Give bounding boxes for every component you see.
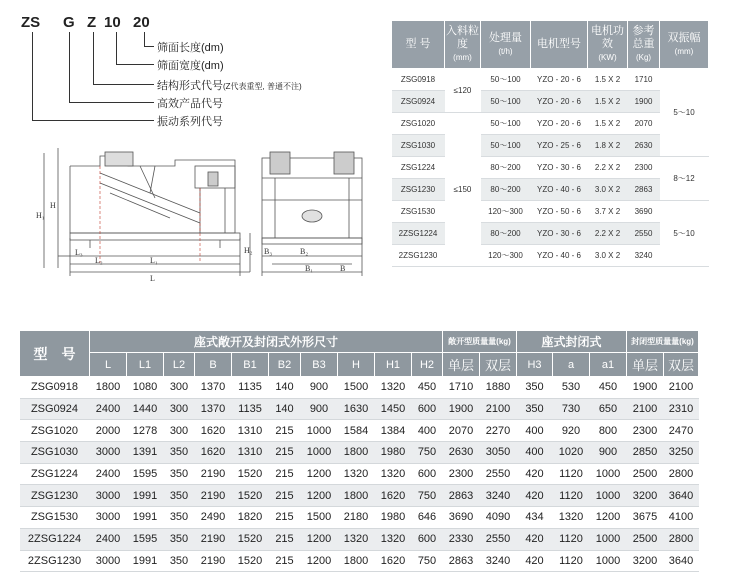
value-cell: 3250: [664, 442, 699, 464]
legend-width: 筛面宽度(dm): [157, 60, 224, 72]
dim-label-b2: B₂: [300, 247, 309, 256]
value-cell: 2330: [443, 528, 480, 550]
legend-length: 筛面长度(dm): [157, 42, 224, 54]
model-cell: 2ZSG1224: [20, 528, 90, 550]
value-cell: 400: [517, 442, 553, 464]
dimension-table: [19, 330, 699, 572]
code-series: ZS: [21, 14, 41, 31]
value-cell: 3000: [90, 507, 127, 529]
table-row: [20, 463, 699, 485]
value-cell: 1820: [232, 507, 269, 529]
value-cell: 420: [517, 485, 553, 507]
value-cell: 300: [164, 420, 195, 442]
value-cell: 900: [301, 377, 338, 399]
value-cell: 2400: [90, 528, 127, 550]
value-cell: 3640: [664, 550, 699, 572]
value-cell: 2270: [480, 420, 517, 442]
value-cell: 3690: [443, 507, 480, 529]
value-cell: 2550: [480, 463, 517, 485]
value-cell: 420: [517, 463, 553, 485]
value-cell: 1120: [553, 485, 590, 507]
value-cell: 3050: [480, 442, 517, 464]
value-cell: 1370: [195, 377, 232, 399]
value-cell: 920: [553, 420, 590, 442]
value-cell: 215: [269, 420, 301, 442]
value-cell: 1020: [553, 442, 590, 464]
dim-label-h2: H₂: [244, 246, 253, 255]
value-cell: 600: [412, 528, 443, 550]
value-cell: 1800: [90, 377, 127, 399]
spec-header-capacity: 处理量 (t/h): [481, 21, 531, 69]
value-cell: 1080: [127, 377, 164, 399]
table-row: [20, 507, 699, 529]
value-cell: 350: [164, 528, 195, 550]
table-row: ZSG1230 80～200 YZO - 40 - 6 3.0 X 2 2863: [392, 179, 709, 201]
value-cell: 1620: [195, 442, 232, 464]
dim-label-h: H: [50, 201, 56, 210]
spec-header-motor: 电机型号: [531, 21, 588, 69]
value-cell: 1310: [232, 442, 269, 464]
feed-size-group: ≤150: [445, 113, 481, 267]
legend-structure: 结构形式代号(Z代表重型, 普通不注): [157, 80, 302, 92]
value-cell: 2400: [90, 463, 127, 485]
model-cell: ZSG1530: [20, 507, 90, 529]
table-row: ZSG1020 ≤150 50～100 YZO - 20 - 6 1.5 X 2 2070: [392, 113, 709, 135]
front-view-drawing: [262, 152, 362, 276]
value-cell: 3640: [664, 485, 699, 507]
spec-header-amplitude: 双振幅 (mm): [660, 21, 709, 69]
value-cell: 1520: [232, 550, 269, 572]
value-cell: 1200: [301, 550, 338, 572]
value-cell: 215: [269, 550, 301, 572]
value-cell: 400: [412, 420, 443, 442]
code-width: 10: [104, 14, 121, 31]
value-cell: 3200: [627, 550, 664, 572]
model-cell: ZSG1230: [20, 485, 90, 507]
value-cell: 3240: [480, 550, 517, 572]
value-cell: 730: [553, 398, 590, 420]
value-cell: 2190: [195, 528, 232, 550]
value-cell: 1000: [590, 463, 627, 485]
value-cell: 1000: [590, 485, 627, 507]
value-cell: 215: [269, 528, 301, 550]
dim-label-b: B: [340, 264, 346, 273]
value-cell: 3000: [90, 485, 127, 507]
dim-label-l2: L₂: [95, 256, 103, 265]
col-header: B3: [301, 353, 338, 377]
value-cell: 1320: [338, 463, 375, 485]
value-cell: 750: [412, 485, 443, 507]
value-cell: 2850: [627, 442, 664, 464]
model-cell: ZSG0924: [20, 398, 90, 420]
value-cell: 1595: [127, 528, 164, 550]
value-cell: 600: [412, 463, 443, 485]
value-cell: 1135: [232, 377, 269, 399]
value-cell: 1391: [127, 442, 164, 464]
spec-header-power: 电机功效 (KW): [588, 21, 628, 69]
code-efficiency: G: [63, 14, 75, 31]
value-cell: 450: [412, 377, 443, 399]
spec-header-model: 型 号: [392, 21, 445, 69]
dim-header-closed-mass: 封闭型质量量(kg): [627, 331, 699, 353]
value-cell: 2190: [195, 463, 232, 485]
value-cell: 300: [164, 377, 195, 399]
value-cell: 1880: [480, 377, 517, 399]
value-cell: 2550: [480, 528, 517, 550]
value-cell: 3000: [90, 442, 127, 464]
table-row: [20, 420, 699, 442]
value-cell: 140: [269, 377, 301, 399]
col-header: B2: [269, 353, 301, 377]
value-cell: 1320: [338, 528, 375, 550]
value-cell: 350: [517, 398, 553, 420]
technical-drawings: [0, 138, 385, 298]
dim-header-model: 型 号: [20, 331, 90, 377]
dim-header-closed: 座式封闭式: [517, 331, 627, 353]
amplitude-group: 5～10: [660, 69, 709, 157]
col-header: 双层: [664, 353, 699, 377]
col-header: 双层: [480, 353, 517, 377]
col-header: H1: [375, 353, 412, 377]
value-cell: 1320: [375, 377, 412, 399]
dim-label-l: L: [150, 274, 155, 283]
table-row: [20, 398, 699, 420]
value-cell: 215: [269, 485, 301, 507]
value-cell: 1200: [301, 463, 338, 485]
value-cell: 2070: [443, 420, 480, 442]
value-cell: 2180: [338, 507, 375, 529]
dim-label-h1: H₁: [36, 211, 45, 220]
dim-label-b1: B₁: [305, 264, 314, 273]
value-cell: 530: [553, 377, 590, 399]
value-cell: 2630: [443, 442, 480, 464]
amplitude-group: 5～10: [660, 201, 709, 267]
value-cell: 350: [164, 550, 195, 572]
dim-header-open-closed: 座式敞开及封闭式外形尺寸: [90, 331, 443, 353]
table-row: [20, 377, 699, 399]
value-cell: 3240: [480, 485, 517, 507]
value-cell: 3675: [627, 507, 664, 529]
table-row: [20, 528, 699, 550]
value-cell: 1900: [443, 398, 480, 420]
value-cell: 1630: [338, 398, 375, 420]
value-cell: 1278: [127, 420, 164, 442]
value-cell: 1800: [338, 442, 375, 464]
code-structure: Z: [87, 14, 97, 31]
value-cell: 2300: [443, 463, 480, 485]
value-cell: 2863: [443, 550, 480, 572]
value-cell: 2100: [664, 377, 699, 399]
value-cell: 350: [164, 463, 195, 485]
spec-header-weight: 参考总重 (Kg): [628, 21, 660, 69]
table-row: ZSG1530 120～300 YZO - 50 - 6 3.7 X 2 3690 5～10: [392, 201, 709, 223]
model-code-legend: [18, 12, 368, 140]
value-cell: 2100: [480, 398, 517, 420]
value-cell: 2100: [627, 398, 664, 420]
model-cell: ZSG1020: [20, 420, 90, 442]
value-cell: 1620: [375, 485, 412, 507]
table-row: [20, 485, 699, 507]
value-cell: 350: [517, 377, 553, 399]
col-header: H2: [412, 353, 443, 377]
col-header: 单层: [627, 353, 664, 377]
spec-table: [391, 20, 709, 267]
value-cell: 350: [164, 442, 195, 464]
value-cell: 2190: [195, 485, 232, 507]
value-cell: 1000: [301, 442, 338, 464]
code-length: 20: [133, 14, 150, 31]
dim-label-l1: L₁: [150, 256, 158, 265]
value-cell: 800: [590, 420, 627, 442]
value-cell: 3200: [627, 485, 664, 507]
value-cell: 2800: [664, 528, 699, 550]
legend-efficiency: 高效产品代号: [157, 98, 223, 110]
value-cell: 1980: [375, 507, 412, 529]
value-cell: 1450: [375, 398, 412, 420]
model-cell: ZSG1224: [20, 463, 90, 485]
value-cell: 1200: [590, 507, 627, 529]
value-cell: 1120: [553, 463, 590, 485]
col-header: a1: [590, 353, 627, 377]
value-cell: 1320: [375, 528, 412, 550]
dim-header-open-mass: 敞开型质量量(kg): [443, 331, 517, 353]
value-cell: 1620: [195, 420, 232, 442]
value-cell: 1135: [232, 398, 269, 420]
value-cell: 1520: [232, 463, 269, 485]
value-cell: 2300: [627, 420, 664, 442]
value-cell: 420: [517, 550, 553, 572]
value-cell: 1980: [375, 442, 412, 464]
dim-label-l3: L₃: [75, 248, 83, 257]
value-cell: 2400: [90, 398, 127, 420]
value-cell: 1200: [301, 485, 338, 507]
value-cell: 1520: [232, 485, 269, 507]
value-cell: 1440: [127, 398, 164, 420]
value-cell: 1000: [301, 420, 338, 442]
spec-header-feed: 入料粒度 (mm): [445, 21, 481, 69]
value-cell: 140: [269, 398, 301, 420]
col-header: L2: [164, 353, 195, 377]
value-cell: 2310: [664, 398, 699, 420]
table-row: ZSG0918 ≤120 50～100 YZO - 20 - 6 1.5 X 2 1710 5～10: [392, 69, 709, 91]
value-cell: 1000: [590, 550, 627, 572]
value-cell: 750: [412, 442, 443, 464]
value-cell: 1595: [127, 463, 164, 485]
value-cell: 2500: [627, 463, 664, 485]
dim-label-b3: B₃: [264, 247, 273, 256]
value-cell: 215: [269, 442, 301, 464]
value-cell: 1120: [553, 550, 590, 572]
value-cell: 215: [269, 507, 301, 529]
value-cell: 1710: [443, 377, 480, 399]
table-row: [20, 550, 699, 572]
table-row: ZSG0924 50～100 YZO - 20 - 6 1.5 X 2 1900: [392, 91, 709, 113]
table-row: 2ZSG1230 120～300 YZO - 40 - 6 3.0 X 2 3240: [392, 245, 709, 267]
value-cell: 1000: [590, 528, 627, 550]
value-cell: 600: [412, 398, 443, 420]
value-cell: 1320: [553, 507, 590, 529]
value-cell: 3000: [90, 550, 127, 572]
value-cell: 450: [590, 377, 627, 399]
value-cell: 1500: [301, 507, 338, 529]
value-cell: 420: [517, 528, 553, 550]
col-header: 单层: [443, 353, 480, 377]
col-header: L: [90, 353, 127, 377]
col-header: H3: [517, 353, 553, 377]
table-row: ZSG1224 80～200 YZO - 30 - 6 2.2 X 2 2300 8～12: [392, 157, 709, 179]
model-cell: ZSG1030: [20, 442, 90, 464]
feed-size-group: ≤120: [445, 69, 481, 113]
value-cell: 650: [590, 398, 627, 420]
value-cell: 2500: [627, 528, 664, 550]
col-header: H: [338, 353, 375, 377]
value-cell: 4100: [664, 507, 699, 529]
col-header: B1: [232, 353, 269, 377]
table-row: 2ZSG1224 80～200 YZO - 30 - 6 2.2 X 2 2550: [392, 223, 709, 245]
col-header: B: [195, 353, 232, 377]
table-row: ZSG1030 50～100 YZO - 25 - 6 1.8 X 2 2630: [392, 135, 709, 157]
value-cell: 1120: [553, 528, 590, 550]
value-cell: 1800: [338, 485, 375, 507]
value-cell: 434: [517, 507, 553, 529]
value-cell: 2000: [90, 420, 127, 442]
model-cell: ZSG0918: [20, 377, 90, 399]
amplitude-group: 8～12: [660, 157, 709, 201]
value-cell: 1991: [127, 485, 164, 507]
value-cell: 900: [590, 442, 627, 464]
value-cell: 1200: [301, 528, 338, 550]
value-cell: 1991: [127, 550, 164, 572]
table-row: [20, 442, 699, 464]
value-cell: 1900: [627, 377, 664, 399]
value-cell: 1320: [375, 463, 412, 485]
value-cell: 1991: [127, 507, 164, 529]
legend-series: 振动系列代号: [157, 116, 223, 128]
value-cell: 2470: [664, 420, 699, 442]
value-cell: 750: [412, 550, 443, 572]
value-cell: 215: [269, 463, 301, 485]
value-cell: 300: [164, 398, 195, 420]
value-cell: 1584: [338, 420, 375, 442]
value-cell: 1800: [338, 550, 375, 572]
value-cell: 2800: [664, 463, 699, 485]
value-cell: 2490: [195, 507, 232, 529]
col-header: L1: [127, 353, 164, 377]
col-header: a: [553, 353, 590, 377]
value-cell: 1620: [375, 550, 412, 572]
value-cell: 350: [164, 485, 195, 507]
model-cell: 2ZSG1230: [20, 550, 90, 572]
value-cell: 400: [517, 420, 553, 442]
value-cell: 2863: [443, 485, 480, 507]
value-cell: 1500: [338, 377, 375, 399]
value-cell: 1384: [375, 420, 412, 442]
value-cell: 646: [412, 507, 443, 529]
value-cell: 2190: [195, 550, 232, 572]
value-cell: 900: [301, 398, 338, 420]
value-cell: 1370: [195, 398, 232, 420]
value-cell: 1310: [232, 420, 269, 442]
value-cell: 1520: [232, 528, 269, 550]
value-cell: 350: [164, 507, 195, 529]
value-cell: 4090: [480, 507, 517, 529]
